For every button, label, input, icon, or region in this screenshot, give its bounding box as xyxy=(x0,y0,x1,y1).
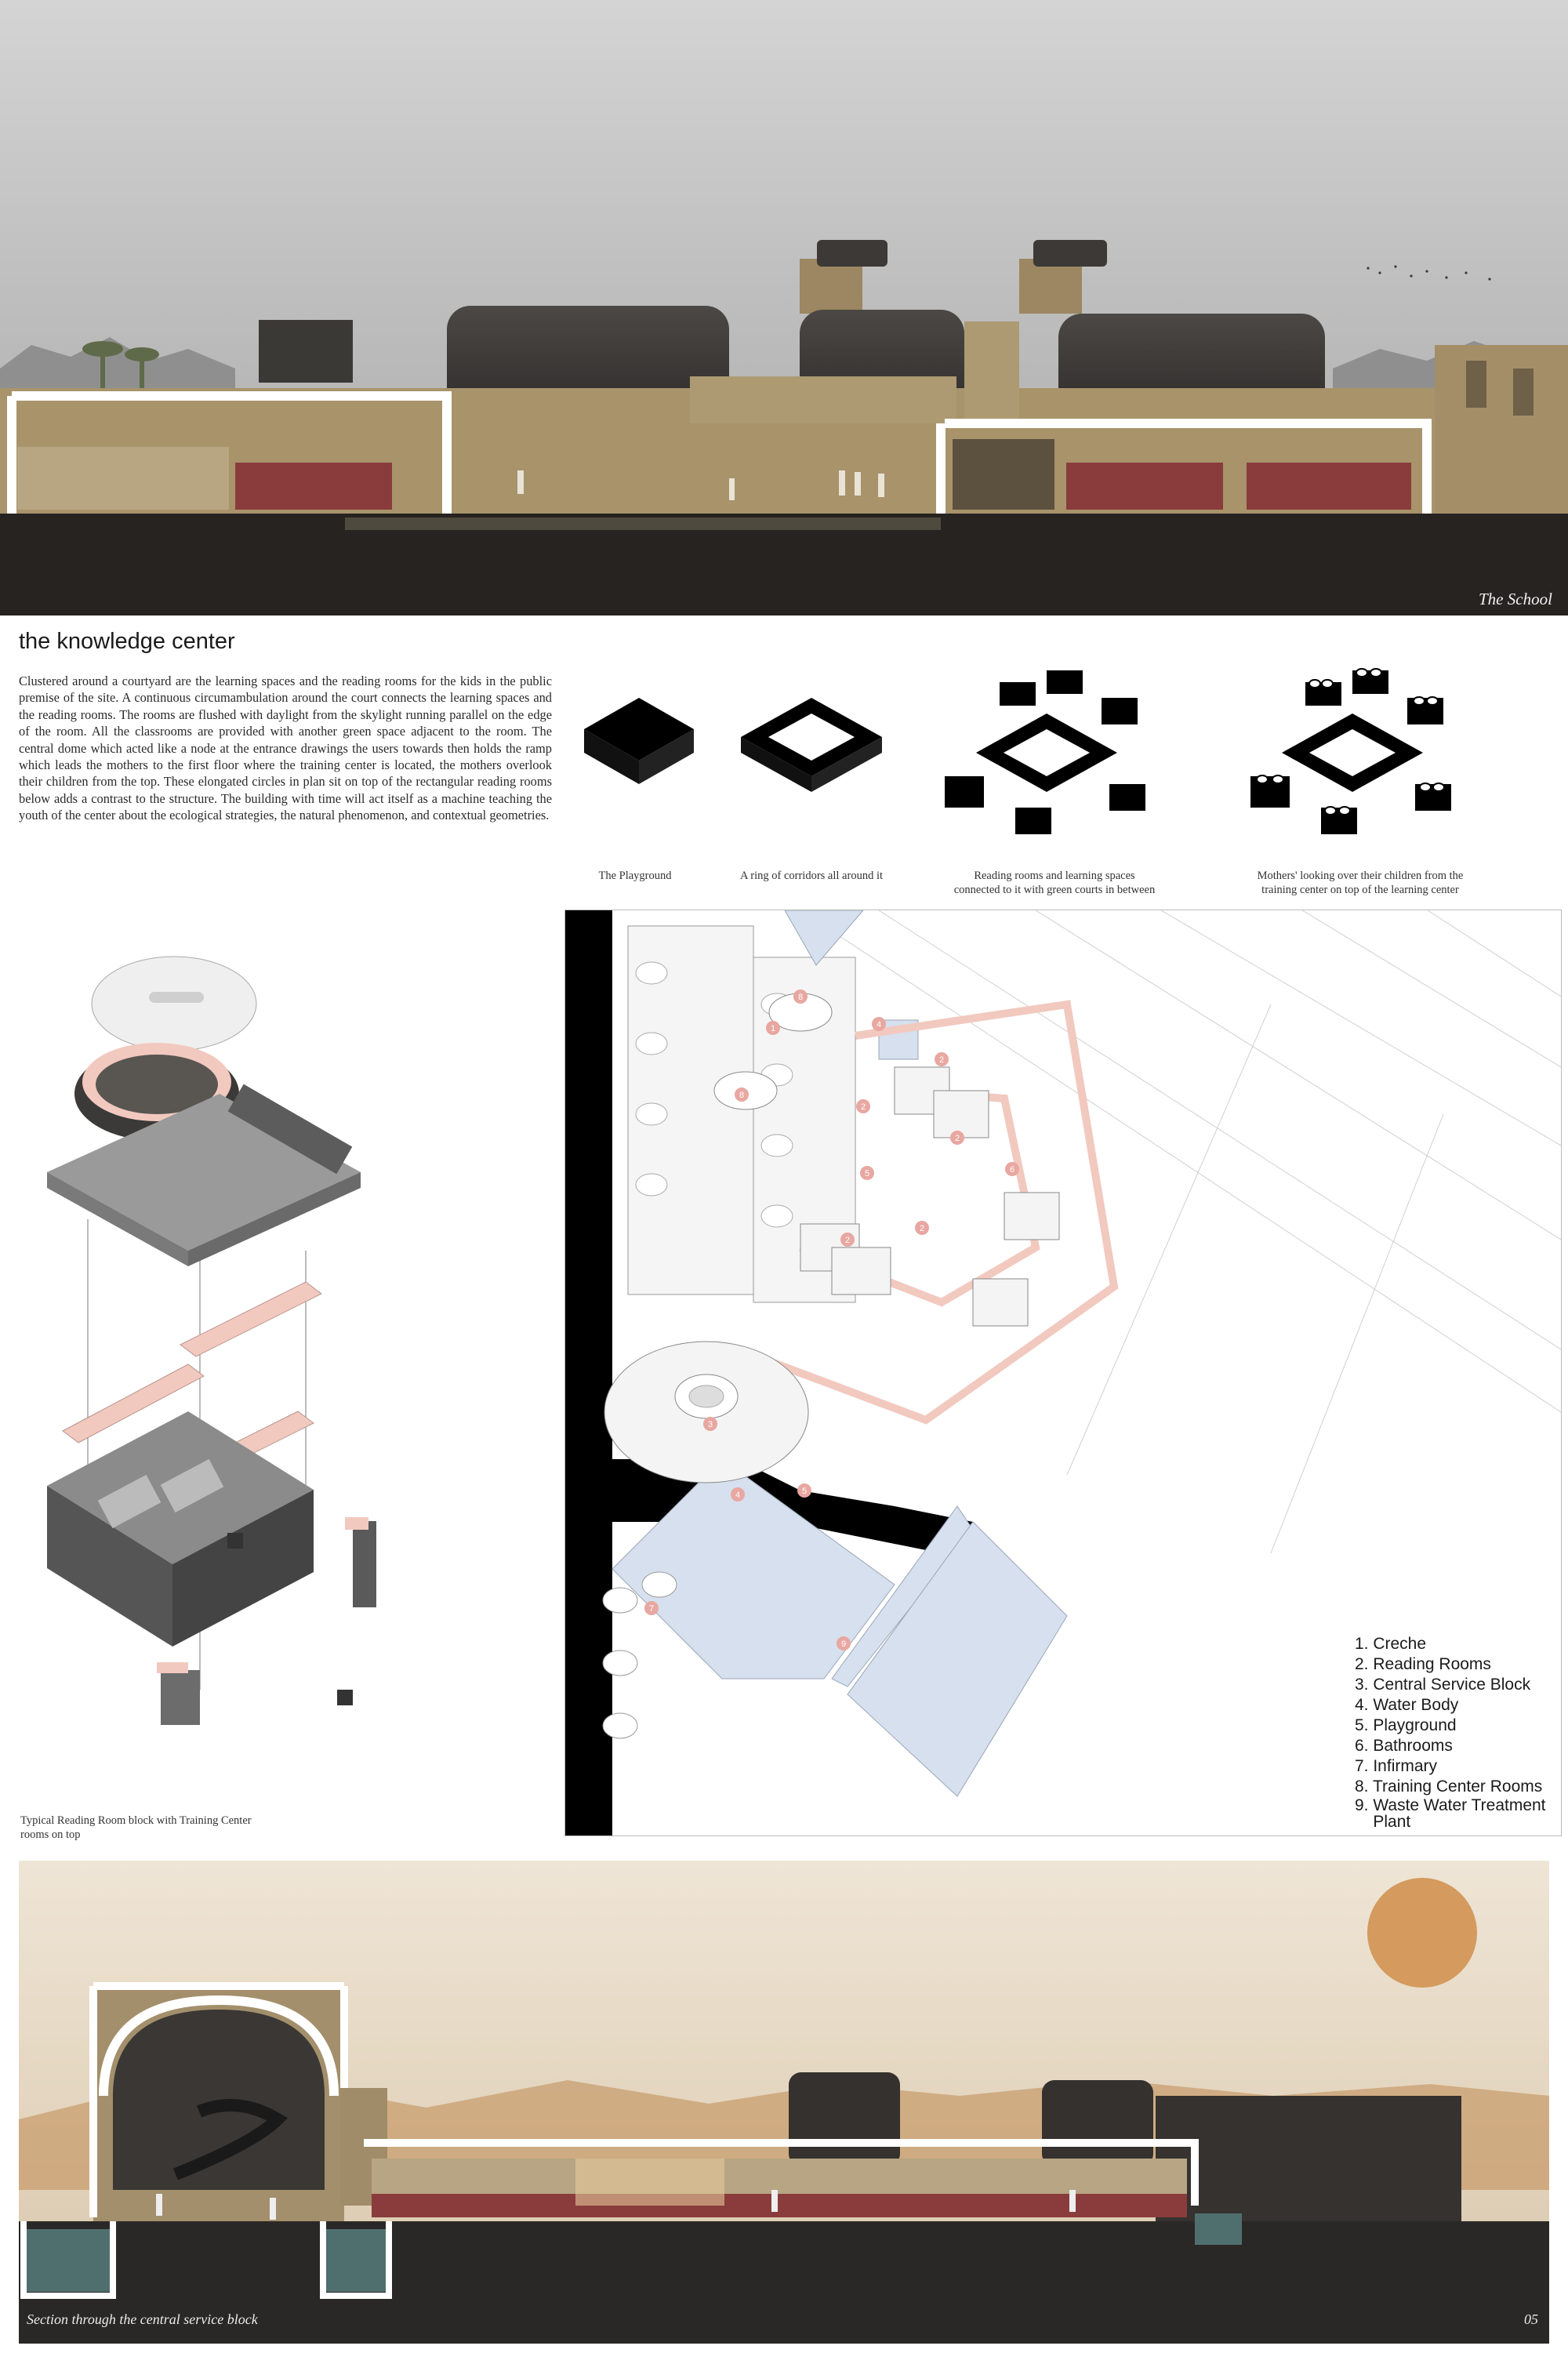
exploded-caption: Typical Reading Room block with Training Center rooms on top xyxy=(20,1814,252,1841)
plan-marker-label: 2 xyxy=(844,1236,851,1245)
diagram-caption-3: Reading rooms and learning spaces connected to it with green courts in between xyxy=(953,870,1156,896)
plan-marker-label: 5 xyxy=(864,1169,870,1178)
plan-marker-label: 4 xyxy=(735,1491,741,1500)
plan-marker-label: 2 xyxy=(919,1224,925,1233)
exploded-axonometric-drawing xyxy=(31,937,533,1807)
legend-item-9: 9. Waste Water Treatment Plant xyxy=(1355,1796,1546,1831)
mothers-overlook-diagram xyxy=(1250,669,1451,834)
legend-item-3: 3. Central Service Block xyxy=(1355,1676,1531,1694)
legend-item-7: 7. Infirmary xyxy=(1355,1757,1438,1775)
legend-item-5: 5. Playground xyxy=(1355,1716,1457,1734)
concept-diagram-shapes xyxy=(576,666,1568,855)
legend-item-2: 2. Reading Rooms xyxy=(1355,1655,1491,1673)
legend-item-8: 8. Training Center Rooms xyxy=(1355,1777,1543,1796)
page-number: 05 xyxy=(1524,2311,1538,2327)
plan-marker-label: 1 xyxy=(770,1024,776,1033)
page-title: the knowledge center xyxy=(19,629,235,654)
plan-marker-label: 8 xyxy=(797,993,804,1002)
top-section-caption: The School xyxy=(1479,590,1552,608)
plan-marker-label: 2 xyxy=(860,1102,866,1112)
diagram-caption-1: The Playground xyxy=(598,870,672,882)
plan-marker-label: 5 xyxy=(801,1487,808,1496)
playground-block-diagram xyxy=(584,698,694,784)
legend-item-6: 6. Bathrooms xyxy=(1355,1737,1453,1755)
plan-legend xyxy=(1355,1634,1546,1830)
plan-marker-label: 2 xyxy=(954,1134,960,1143)
exploded-axonometric xyxy=(31,937,533,1807)
plan-marker-label: 9 xyxy=(840,1639,847,1649)
plan-marker-label: 8 xyxy=(739,1091,745,1100)
concept-diagrams xyxy=(576,666,1568,902)
bottom-section-caption: Section through the central service block xyxy=(27,2311,258,2327)
plan-marker-label: 6 xyxy=(1009,1165,1015,1175)
intro-paragraph: Clustered around a courtyard are the learning spaces and the reading rooms for the kids in the public premise of the site. A continuous circumambulation around the court connects the learning spaces and the reading rooms. The rooms are flushed with daylight from the skylight running parallel on the edge of the room. All the classrooms are provided with another green space adjacent to the room. The central dome which acted like a node at the entrance drawings the users towards then holds the ramp which leads the mothers to the first floor where the training center is located, the mothers overlook their children from the top. These elongated circles in plan sit on top of the rectangular reading rooms below adds a contrast to the structure. The building with time will act itself as a machine teaching the youth of the center about the ecological strategies, the natural phenomenon, and contextual geometries. xyxy=(19,674,552,823)
service-block-section-illustration xyxy=(19,1861,1549,2344)
corridor-ring-diagram xyxy=(741,698,882,792)
legend-item-1: 1. Creche xyxy=(1355,1635,1427,1653)
plan-marker-label: 7 xyxy=(648,1604,655,1614)
plan-marker-label: 2 xyxy=(938,1055,945,1065)
plan-marker-label: 3 xyxy=(707,1420,713,1429)
plan-marker-label: 4 xyxy=(876,1020,882,1029)
school-section-illustration xyxy=(0,0,1568,615)
reading-rooms-diagram xyxy=(945,670,1145,834)
diagram-caption-2: A ring of corridors all around it xyxy=(739,870,883,882)
school-section-render xyxy=(0,0,1568,615)
legend-item-4: 4. Water Body xyxy=(1355,1696,1459,1714)
diagram-caption-4: Mothers' looking over their children from the training center on top of the learning center xyxy=(1257,870,1464,896)
service-block-section-render xyxy=(19,1861,1549,2344)
